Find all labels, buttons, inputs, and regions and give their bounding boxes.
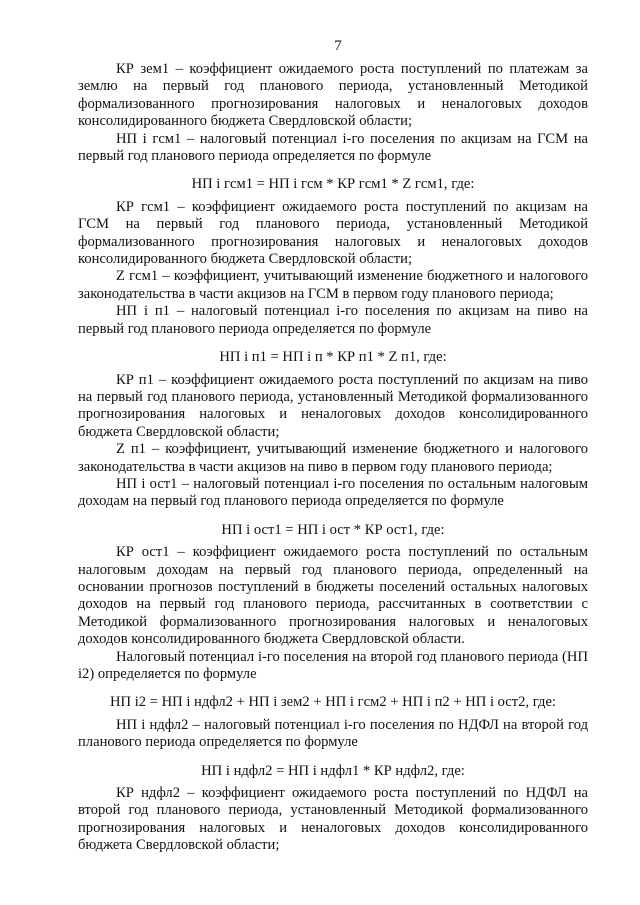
page-number: 7 (334, 38, 342, 54)
paragraph: Z гсм1 – коэффициент, учитывающий изменение бюджетного и налогового законодательства в части акцизов на ГСМ в первом году планового периода; (78, 268, 588, 302)
paragraph: НП i гсм1 – налоговый потенциал i-го поселения по акцизам на ГСМ на первый год планового периода определяется по формуле (78, 130, 588, 165)
formula: НП i гсм1 = НП i гсм * КР гсм1 * Z гсм1, где: (191, 176, 475, 193)
document-body (78, 61, 588, 855)
paragraph: КР ост1 – коэффициент ожидаемого роста поступлений по остальным налоговым доходам на первый год планового периода, определенный на основании прогнозов поступлений в бюджеты поселений остальных налоговых доходов на первый год планового периода, рассчитанных в соответствии с Методикой формализованного прогнозирования налоговых и неналоговых доходов консолидированного бюджета Свердловской области. (78, 544, 588, 648)
formula: НП i2 = НП i ндфл2 + НП i зем2 + НП i гсм2 + НП i п2 + НП i ост2, где: (110, 694, 556, 711)
paragraph: НП i ндфл2 – налоговый потенциал i-го поселения по НДФЛ на второй год планового периода определяется по формуле (78, 716, 588, 751)
formula: НП i п1 = НП i п * КР п1 * Z п1, где: (219, 349, 447, 366)
paragraph: КР гсм1 – коэффициент ожидаемого роста поступлений по акцизам на ГСМ на первый год планового периода, установленный Методикой формализованного прогнозирования налоговых и неналоговых доходов консолидированного бюджета Свердловской области; (78, 198, 588, 268)
formula: НП i ндфл2 = НП i ндфл1 * КР ндфл2, где: (201, 762, 465, 779)
formula: НП i ост1 = НП i ост * КР ост1, где: (221, 521, 445, 538)
paragraph: НП i ост1 – налоговый потенциал i-го поселения по остальным налоговым доходам на первый год планового периода определяется по формуле (78, 475, 588, 510)
paragraph: НП i п1 – налоговый потенциал i-го поселения по акцизам на пиво на первый год планового периода определяется по формуле (78, 303, 588, 337)
paragraph: КР п1 – коэффициент ожидаемого роста поступлений по акцизам на пиво на первый год планового периода, установленный Методикой формализованного прогнозирования налоговых и неналоговых доходов консолидированного бюджета Свердловской области; (78, 371, 588, 440)
paragraph: КР ндфл2 – коэффициент ожидаемого роста поступлений по НДФЛ на второй год планового периода, установленный Методикой формализованного прогнозирования налоговых и неналоговых доходов консолидированного бюджета Свердловской области; (78, 785, 588, 854)
paragraph: КР зем1 – коэффициент ожидаемого роста поступлений по платежам за землю на первый год планового периода, установленный Методикой формализованного прогнозирования налоговых и неналоговых доходов консолидированного бюджета Свердловской области; (78, 61, 588, 130)
paragraph: Z п1 – коэффициент, учитывающий изменение бюджетного и налогового законодательства в части акцизов на пиво в первом году планового периода; (78, 441, 588, 475)
paragraph: Налоговый потенциал i-го поселения на второй год планового периода (НП i2) определяется по формуле (78, 648, 588, 682)
